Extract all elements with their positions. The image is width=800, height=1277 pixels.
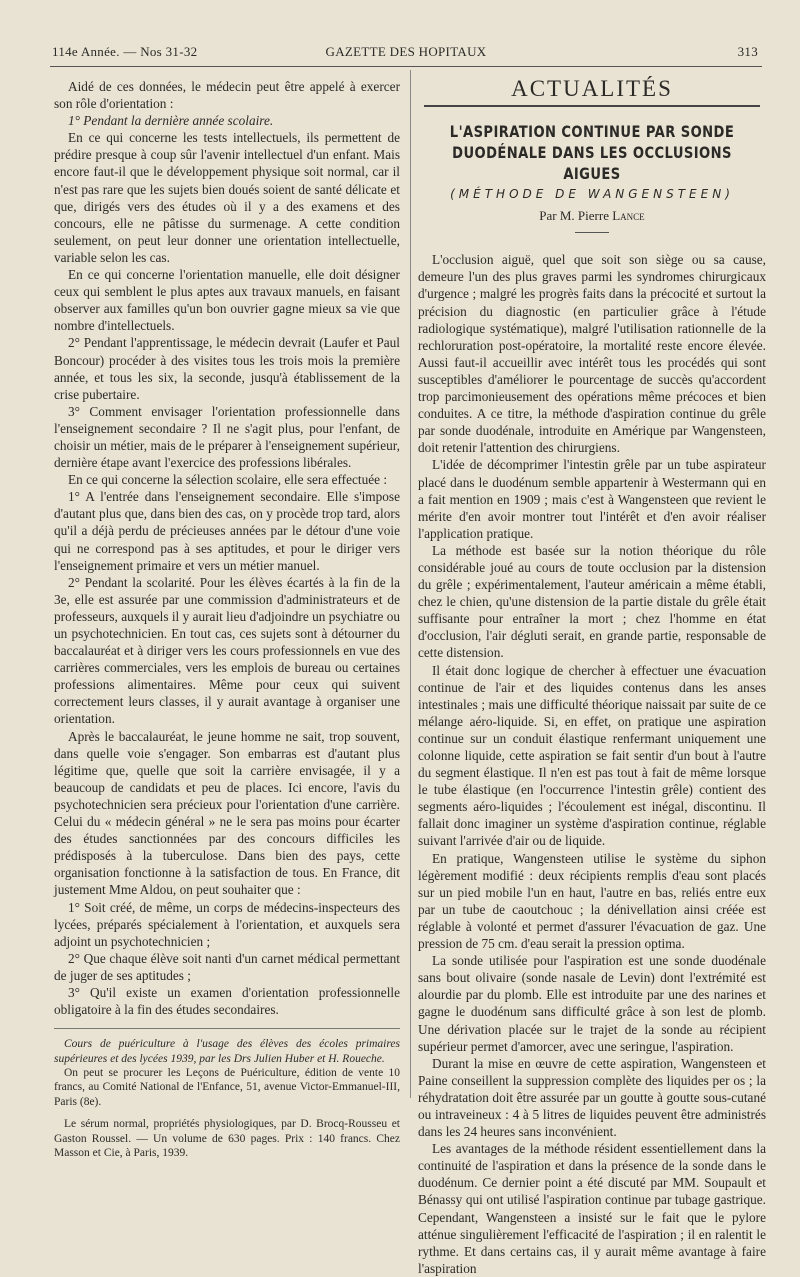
paragraph: En ce qui concerne l'orientation manuelle, elle doit désigner ceux qui semblent le plus aptes aux travaux manuels, en faisant observer aux familles qu'un bon ouvrier gagne mieux sa vie que nombre d'intellectuels.	[54, 267, 400, 334]
paragraph: Les avantages de la méthode résident essentiellement dans la continuité de l'aspiration et dans la présence de la sonde dans le duodénum. Ce dernier point a été discuté par MM. Soupault et Bénassy qui ont utilisé l'aspiration continue par tubage gastrique. Cependant, Wangensteen a insisté sur le fait que le pylore atténue singulièrement l'efficacité de l'aspiration ; il en ralentit le rythme. Et dans certains cas, il y aurait même avantage à faire l'aspiration	[418, 1141, 766, 1276]
footnote-1: Cours de puériculture à l'usage des élèves des écoles primaires supérieures et des lycées 1939, par les Drs Julien Huber et H. Roueche.	[54, 1038, 400, 1065]
footnote-3: Le sérum normal, propriétés physiologiques, par D. Brocq-Rousseu et Gaston Roussel. — Un volume de 630 pages. Prix : 140 francs. Chez Masson et Cie, à Paris, 1939.	[54, 1118, 400, 1159]
paragraph: La méthode est basée sur la notion théorique du rôle considérable joué au cours de toute occlusion par la distension du grêle ; expérimentalement, l'auteur américain a même établi, chez le chien, qu'une distension de la partie distale du grêle était suffisante pour entraîner la mort ; chez l'homme en état d'occlusion, l'air dégluti serait, en grande partie, responsable de cette distension.	[418, 542, 766, 661]
journal-title: GAZETTE DES HOPITAUX	[325, 44, 487, 59]
right-column	[418, 76, 766, 1277]
paragraph: 1° Soit créé, de même, un corps de médecins-inspecteurs des lycées, préparés spécialement à l'orientation, et auxquels sera adjoint un psychotechnicien ;	[54, 899, 400, 949]
right-paragraphs	[418, 251, 766, 1277]
paragraph: Aidé de ces données, le médecin peut être appelé à exercer son rôle d'orientation :	[54, 79, 400, 112]
page-number: 313	[737, 44, 758, 59]
paragraph: 3° Qu'il existe un examen d'orientation professionnelle obligatoire à la fin des études secondaires.	[54, 984, 400, 1018]
paragraph: Durant la mise en œuvre de cette aspiration, Wangensteen et Paine conseillent la suppression complète des liquides per os ; la réhydratation doit être assurée par un goutte à goutte sous-cutané ou intraveineux : 4 à 5 litres de liquides peuvent être administrés dans les 24 heures sans inconvénient.	[418, 1055, 766, 1140]
author-prefix: Par M. Pierre	[539, 208, 609, 224]
section-heading: ACTUALITÉS	[511, 76, 673, 101]
paragraph: L'idée de décomprimer l'intestin grêle par un tube aspirateur placé dans le duodénum semble appartenir à Westermann qui en a fait mention en 1909 ; mais c'est à Wangensteen que revient le mérite d'en avoir montrer tout l'intérêt et d'en avoir réaliser l'application pratique.	[418, 457, 766, 541]
paragraph: 1° Pendant la dernière année scolaire.	[68, 113, 274, 129]
paragraph: 1° A l'entrée dans l'enseignement secondaire. Elle s'impose d'autant plus que, dans bien des cas, on y procède trop tard, alors qu'il a déjà perdu de précieuses années par le détour d'une voie qui ne correspond pas à ses aptitudes, et pour le diriger vers l'enseignement primaire et vers un métier manuel.	[54, 489, 400, 573]
paragraph: La sonde utilisée pour l'aspiration est une sonde duodénale sans bout olivaire (sonde nasale de Levin) dont l'extrémité est alourdie par du plomb. Elle est introduite par une des narines et gagne le duodénum sans difficulté grâce à son lest de plomb. Une dérivation placée sur le trajet de la sonde au récipient supérieur permet d'amorcer, avec une seringue, l'aspiration.	[418, 953, 766, 1054]
column-divider	[410, 70, 411, 1098]
title-rule	[575, 232, 609, 233]
paragraph: 2° Pendant l'apprentissage, le médecin devrait (Laufer et Paul Boncour) procéder à des visites tous les trois mois la première année, et tous les six, la seconde, jusqu'à établissement de la crise pubertaire.	[54, 335, 400, 402]
footnote-2: On peut se procurer les Leçons de Puériculture, édition de vente 10 francs, au Comité National de l'Enfance, 51, avenue Victor-Emmanuel-III, Paris (8e).	[54, 1066, 400, 1108]
paragraph: 2° Que chaque élève soit nanti d'un carnet médical permettant de juger de ses aptitudes ;	[54, 950, 400, 983]
section-rule	[424, 105, 760, 107]
paragraph: L'occlusion aiguë, quel que soit son siège ou sa cause, demeure l'un des plus graves parmi les syndromes chirurgicaux d'urgence ; malgré les progrès faits dans la précocité et surtout la précision du diagnostic (en particulier grâce à l'étude radiologique systématique), malgré l'utilisation rationnelle de la rechloruration post-opératoire, la mortalité reste encore élevée. Aussi faut-il accueillir avec intérêt tous les procédés qui sont susceptibles d'améliorer le pourcentage de succès qu'accordent trop parcimonieusement des opérations même précoces et bien conduites. A ce titre, la méthode d'aspiration continue du grêle par sonde duodénale, introduite en Amérique par Wangensteen, doit retenir l'attention des chirurgiens.	[418, 252, 766, 456]
article-title: L'ASPIRATION CONTINUE PAR SONDE DUODÉNALE DANS LES OCCLUSIONS AIGUES	[449, 122, 735, 184]
paragraph: 3° Comment envisager l'orientation professionnelle dans l'enseignement secondaire ? Il ne s'agit plus, pour l'enfant, de choisir un métier, mais de le préparer à l'enseignement supérieur, dernière étape avant l'exercice des professions libérales.	[54, 403, 400, 471]
article-author	[418, 207, 766, 224]
paragraph: En ce qui concerne la sélection scolaire, elle sera effectuée :	[68, 472, 388, 488]
header-rule	[50, 66, 762, 67]
footnote-rule	[54, 1028, 400, 1029]
footnotes	[54, 1037, 400, 1160]
paragraph: En pratique, Wangensteen utilise le système du siphon légèrement modifié : deux récipients remplis d'eau sont placés sur un pied mobile l'un en haut, l'autre en bas, reliés entre eux par un tube de caoutchouc ; la dénivellation ainsi créée est réglable à volonté et permet d'assurer l'évacuation de gaz. Une pression de 75 cm. d'eau serait la pression optima.	[418, 850, 766, 952]
left-column	[54, 78, 400, 1160]
paragraph: Il était donc logique de chercher à effectuer une évacuation continue de l'air et des liquides contenus dans les anses intestinales ; mais une difficulté théorique naissait par suite de ce mélange aéro-liquide. Si, en effet, on pratique une aspiration continue sur un conduit élastique renfermant uniquement une colonne liquide, cette aspiration se fait sentir d'un bout à l'autre du segment élastique. Il n'en est pas tout à fait de même lorsque le tube élastique (en l'occurrence l'intestin grêle) contient des segments aéro-liquides ; l'écoulement est inégal, discontinu. Il fallait donc imaginer un système d'aspiration continue, réglable suivant l'arrivée d'air ou de liquide.	[418, 662, 766, 849]
page-header	[52, 44, 760, 66]
issue-number: 114e Année. — Nos 31-32	[52, 44, 198, 59]
paragraph: 2° Pendant la scolarité. Pour les élèves écartés à la fin de la 3e, elle est assurée par une commission d'administrateurs et de professeurs, auxquels il y aurait lieu d'adjoindre un psychiatre ou un psychotechnicien. En tout cas, ces sujets sont à détourner du baccalauréat et à diriger vers les cours professionnels en vue des carrières commerciales, vers les emplois de bureau ou certaines professions alimentaires. Même pour ceux qui suivent correctement leurs classes, il y aurait avantage à organiser une orientation.	[54, 574, 400, 727]
left-paragraphs	[54, 78, 400, 1018]
paragraph: Après le baccalauréat, le jeune homme ne sait, trop souvent, dans quelle voie s'engager. Son embarras est d'autant plus légitime que, quelle que soit la carrière envisagée, il y a beaucoup de candidats et peu de places. Ici encore, l'avis du psychotechnicien sera précieux pour l'orientation d'une carrière. Celui du « médecin général » ne le sera pas moins pour écarter des études sanctionnées par des concours difficiles les prédisposés à la tuberculose. Dans bien des pays, cette organisation fonctionne à la satisfaction de tous. En France, dit justement Mme Aldou, on peut souhaiter que :	[54, 728, 400, 898]
paragraph: En ce qui concerne les tests intellectuels, ils permettent de prédire presque à coup sûr l'avenir intellectuel d'un enfant. Mais encore faut-il que le développement physique soit normal, car il n'est pas rare que les sujets bien doués soient de santé délicate et que, dirigés vers des études où il y a des examens et des concours, elle ne pâtisse du surmenage. A cette condition seulement, on peut leur donner une orientation intellectuelle, variable selon les cas.	[54, 130, 400, 265]
author-name: Lance	[612, 208, 645, 224]
article-subtitle: (MÉTHODE DE WANGENSTEEN)	[450, 187, 734, 202]
